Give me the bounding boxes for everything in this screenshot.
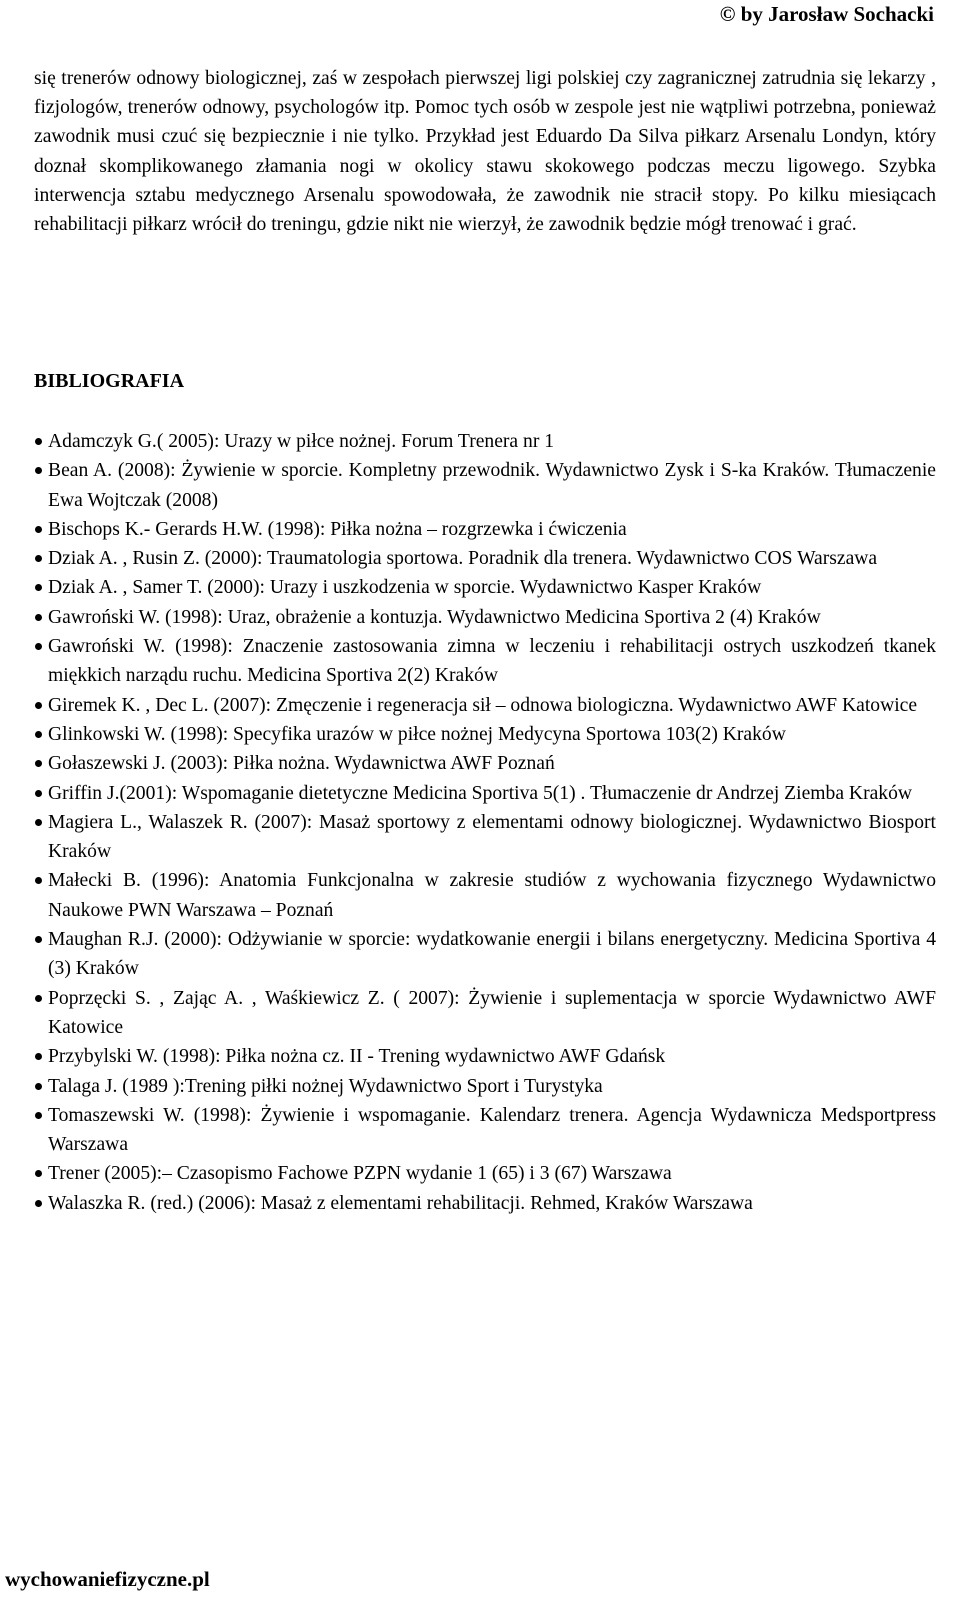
- bibliography-item: [48, 427, 936, 456]
- bullet-icon: [35, 1083, 42, 1090]
- bullet-icon: [35, 438, 42, 445]
- bibliography-item-text: Małecki B. (1996): Anatomia Funkcjonalna w zakresie studiów z wychowania fizycznego Wydawnictwo Naukowe PWN Warszawa – Poznań: [48, 870, 936, 921]
- bullet-icon: [35, 731, 42, 738]
- bibliography-item: [48, 1189, 936, 1218]
- bibliography-item-text: Magiera L., Walaszek R. (2007): Masaż sportowy z elementami odnowy biologicznej. Wydawnictwo Biosport Kraków: [48, 811, 936, 863]
- bibliography-item: [48, 573, 936, 602]
- bibliography-item: [48, 1042, 936, 1071]
- bibliography-heading: BIBLIOGRAFIA: [34, 370, 185, 392]
- bullet-icon: [35, 790, 42, 797]
- bibliography-item: [48, 1159, 936, 1188]
- bibliography-item: [48, 1072, 936, 1101]
- bibliography-list: [48, 427, 936, 1218]
- bullet-icon: [35, 1170, 42, 1177]
- page-footer-site: wychowaniefizyczne.pl: [5, 1567, 210, 1591]
- bullet-icon: [35, 555, 42, 562]
- bibliography-item-text: Dziak A. , Rusin Z. (2000): Traumatologia sportowa. Poradnik dla trenera. Wydawnictwo COS Warszawa: [48, 548, 878, 570]
- bibliography-item-text: Gawroński W. (1998): Uraz, obrażenie a kontuzja. Wydawnictwo Medicina Sportiva 2 (4) Kraków: [48, 606, 821, 628]
- bibliography-item: [48, 456, 936, 515]
- bullet-icon: [35, 584, 42, 591]
- bibliography-item-text: Przybylski W. (1998): Piłka nożna cz. II - Trening wydawnictwo AWF Gdańsk: [48, 1046, 666, 1068]
- bullet-icon: [35, 936, 42, 943]
- bullet-icon: [35, 526, 42, 533]
- bibliography-item: [48, 984, 936, 1043]
- bullet-icon: [35, 877, 42, 884]
- bullet-icon: [35, 702, 42, 709]
- bibliography-item-text: Tomaszewski W. (1998): Żywienie i wspomaganie. Kalendarz trenera. Agencja Wydawnicza Medsportpress Warszawa: [48, 1104, 936, 1156]
- bullet-icon: [35, 467, 42, 474]
- bullet-icon: [35, 1053, 42, 1060]
- bibliography-item: [48, 808, 936, 867]
- bibliography-item-text: Gołaszewski J. (2003): Piłka nożna. Wydawnictwa AWF Poznań: [48, 753, 555, 775]
- bibliography-item: [48, 779, 936, 808]
- bibliography-item: [48, 866, 936, 925]
- bibliography-item: [48, 749, 936, 778]
- bibliography-item: [48, 632, 936, 691]
- bibliography-item: [48, 925, 936, 984]
- bibliography-item-text: Giremek K. , Dec L. (2007): Zmęczenie i regeneracja sił – odnowa biologiczna. Wydawnictwo AWF Katowice: [48, 694, 918, 716]
- bullet-icon: [35, 1200, 42, 1207]
- bibliography-item-text: Bean A. (2008): Żywienie w sporcie. Kompletny przewodnik. Wydawnictwo Zysk i S-ka Kraków. Tłumaczenie Ewa Wojtczak (2008): [48, 460, 936, 511]
- bullet-icon: [35, 819, 42, 826]
- bullet-icon: [35, 760, 42, 767]
- bibliography-item-text: Glinkowski W. (1998): Specyfika urazów w piłce nożnej Medycyna Sportowa 103(2) Kraków: [48, 723, 786, 745]
- page-header-copyright: © by Jarosław Sochacki: [719, 2, 934, 26]
- bullet-icon: [35, 614, 42, 621]
- bibliography-item-text: Bischops K.- Gerards H.W. (1998): Piłka nożna – rozgrzewka i ćwiczenia: [48, 518, 627, 540]
- bibliography-item-text: Griffin J.(2001): Wspomaganie dietetyczne Medicina Sportiva 5(1) . Tłumaczenie dr Andrzej Ziemba Kraków: [48, 782, 913, 804]
- bibliography-item-text: Walaszka R. (red.) (2006): Masaż z elementami rehabilitacji. Rehmed, Kraków Warszawa: [48, 1192, 753, 1214]
- bullet-icon: [35, 643, 42, 650]
- bullet-icon: [35, 1112, 42, 1119]
- bibliography-item-text: Gawroński W. (1998): Znaczenie zastosowania zimna w leczeniu i rehabilitacji ostrych uszkodzeń tkanek miękkich narządu ruchu. Medicina Sportiva 2(2) Kraków: [48, 636, 936, 687]
- bibliography-item-text: Poprzęcki S. , Zając A. , Waśkiewicz Z. ( 2007): Żywienie i suplementacja w sporcie Wydawnictwo AWF Katowice: [48, 987, 936, 1038]
- bibliography-item: [48, 603, 936, 632]
- bibliography-item-text: Adamczyk G.( 2005): Urazy w piłce nożnej. Forum Trenera nr 1: [48, 431, 555, 452]
- bibliography-item-text: Maughan R.J. (2000): Odżywianie w sporcie: wydatkowanie energii i bilans energetyczny. Medicina Sportiva 4 (3) Kraków: [48, 929, 936, 980]
- bibliography-item: [48, 1101, 936, 1160]
- bibliography-item-text: Trener (2005):– Czasopismo Fachowe PZPN wydanie 1 (65) i 3 (67) Warszawa: [48, 1163, 672, 1185]
- intro-paragraph: się trenerów odnowy biologicznej, zaś w zespołach pierwszej ligi polskiej czy zagranicznej zatrudnia się lekarzy , fizjologów, trenerów odnowy, psychologów itp. Pomoc tych osób w zespole jest nie wątpliwi potrzebna, ponieważ zawodnik musi czuć się bezpiecznie i nie tylko. Przykład jest Eduardo Da Silva piłkarz Arsenalu Londyn, który doznał skomplikowanego złamania nogi w okolicy stawu skokowego podczas meczu ligowego. Szybka interwencja sztabu medycznego Arsenalu spowodowała, że zawodnik nie stracił stopy. Po kilku miesiącach rehabilitacji piłkarz wrócił do treningu, gdzie nikt nie wierzył, że zawodnik będzie mógł trenować i grać.: [34, 68, 936, 236]
- bibliography-item: [48, 515, 936, 544]
- bibliography-item: [48, 691, 936, 720]
- bibliography-item: [48, 720, 936, 749]
- bibliography-item-text: Talaga J. (1989 ):Trening piłki nożnej Wydawnictwo Sport i Turystyka: [48, 1075, 603, 1097]
- bullet-icon: [35, 995, 42, 1002]
- bibliography-item-text: Dziak A. , Samer T. (2000): Urazy i uszkodzenia w sporcie. Wydawnictwo Kasper Kraków: [48, 577, 762, 599]
- bibliography-item: [48, 544, 936, 573]
